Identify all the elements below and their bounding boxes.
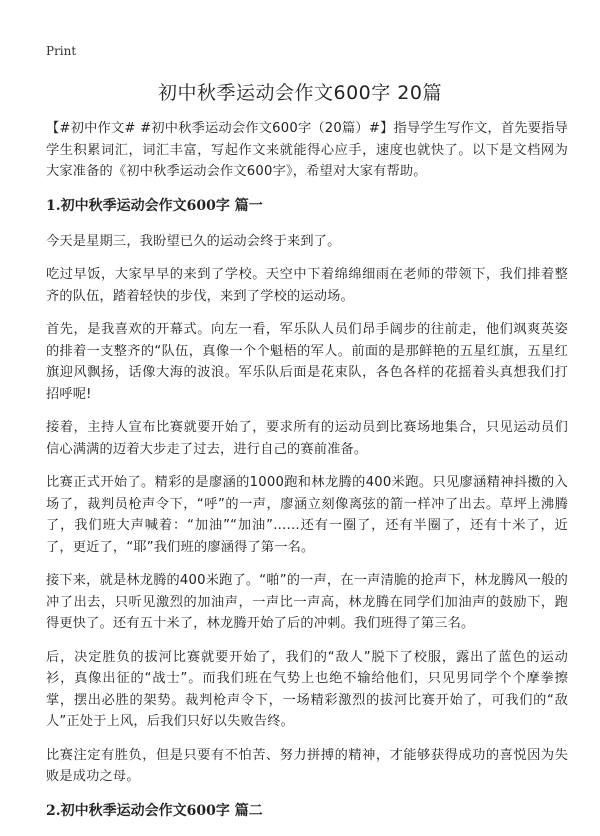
- paragraph: 比赛注定有胜负，但是只要有不怕苦、努力拼搏的精神，才能够获得成功的喜悦因为失败是成功之母。: [46, 747, 568, 784]
- section-heading: 1.初中秋季运动会作文600字 篇一: [46, 197, 263, 214]
- paragraph: 首先，是我喜欢的开幕式。向左一看，军乐队人员们昂手阔步的往前走，他们飒爽英姿的排着一支整齐的“队伍，真像一个个魁梧的军人。前面的是那鲜艳的五星红旗，五星红旗迎风飘扬，话像大海的波浪。军乐队后面是花束队，各色各样的花摇着头真想我们打招呼呢!: [46, 322, 568, 402]
- print-link[interactable]: Print: [46, 44, 77, 58]
- paragraph: 后，决定胜负的拔河比赛就要开始了，我们的“敌人”脱下了校服，露出了蓝色的运动衫，真像出征的“战士”。而我们班在气势上也绝不输给他们，只见男同学个个摩拳擦掌，摆出必胜的架势。裁判枪声令下，一场精彩激烈的拔河比赛开始了，可我们的“敌人”正处于上风，后我们只好以失败告终。: [46, 649, 568, 729]
- intro-paragraph: 【#初中作文# #初中秋季运动会作文600字（20篇）#】指导学生写作文，首先要指导学生积累词汇，词汇丰富，写起作文来就能得心应手，速度也就快了。以下是文档网为大家准备的《初中秋季运动会作文600字》，希望对大家有帮助。: [46, 121, 568, 179]
- section-heading: 2.初中秋季运动会作文600字 篇二: [46, 802, 263, 819]
- paragraph: 吃过早饭，大家早早的来到了学校。天空中下着绵绵细雨在老师的带领下，我们排着整齐的队伍，踏着轻快的步伐，来到了学校的运动场。: [46, 267, 568, 304]
- article-body: [46, 118, 568, 836]
- paragraph: 接着，主持人宣布比赛就要开始了，要求所有的运动员到比赛场地集合，只见运动员们信心满满的迈着大步走了过去，进行自己的赛前准备。: [46, 420, 568, 457]
- paragraph: 接下来，就是林龙腾的400米跑了。“啪”的一声，在一声清脆的抢声下，林龙腾风一般的冲了出去，只听见激烈的加油声，一声比一声高，林龙腾在同学们加油声的鼓励下，跑得更快了。还有五十米了，林龙腾开始了后的冲刺。我们班得了第三名。: [46, 573, 568, 631]
- paragraph: 今天是星期三，我盼望已久的运动会终于来到了。: [46, 233, 341, 249]
- page-title: 初中秋季运动会作文600字 20篇: [158, 82, 442, 104]
- paragraph: 比赛正式开始了。精彩的是廖涵的1000跑和林龙腾的400米跑。只见廖涵精神抖擞的入场了，裁判员枪声令下，“呼”的一声，廖涵立刻像离弦的箭一样冲了出去。草坪上沸腾了，我们班大声喊着：“加油”“加油”……还有一圈了，还有半圈了，还有十米了，近了，更近了，“耶”我们班的廖涵得了第一名。: [46, 475, 568, 555]
